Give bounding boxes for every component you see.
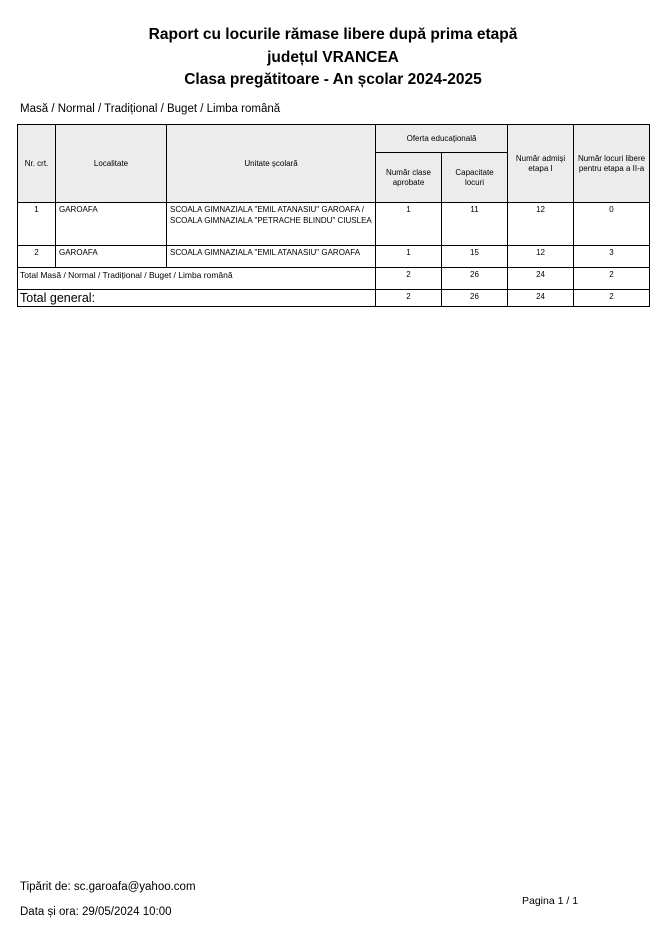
header-localitate: Localitate [56,125,167,203]
filter-label: Masă / Normal / Tradițional / Buget / Limba română [20,103,281,115]
cell-unitate: SCOALA GIMNAZIALA "EMIL ATANASIU" GAROAFA / SCOALA GIMNAZIALA "PETRACHE BLINDU" CIUSLEA [167,203,376,246]
cell-localitate: GAROAFA [56,203,167,246]
report-title-line1: Raport cu locurile rămase libere după prima etapă [148,26,518,43]
total-general-libere: 2 [574,290,650,307]
cell-unitate: SCOALA GIMNAZIALA "EMIL ATANASIU" GAROAFA [167,246,376,268]
footer-printed-by: Tipărit de: sc.garoafa@yahoo.com [20,881,196,893]
total-general-capacitate: 26 [442,290,508,307]
total-general-row [18,290,650,307]
header-nr-crt: Nr. crt. [18,125,56,203]
cell-libere: 0 [574,203,650,246]
header-locuri-libere: Număr locuri libere pentru etapa a II-a [574,125,650,203]
header-unitate-scolara: Unitate școlară [167,125,376,203]
total-row-label: Total Masă / Normal / Tradițional / Buget / Limba română [18,268,376,290]
cell-localitate: GAROAFA [56,246,167,268]
cell-capacitate: 11 [442,203,508,246]
footer-datetime: Data și ora: 29/05/2024 10:00 [20,906,172,918]
footer-page-number: Pagina 1 / 1 [522,895,579,907]
total-row [18,268,650,290]
cell-nr: 2 [18,246,56,268]
report-table [17,124,650,307]
total-admisi: 24 [508,268,574,290]
cell-clase: 1 [376,203,442,246]
total-general-admisi: 24 [508,290,574,307]
header-oferta-educationala: Oferta educațională [376,125,508,153]
cell-capacitate: 15 [442,246,508,268]
cell-nr: 1 [18,203,56,246]
table-row [18,203,650,246]
cell-admisi: 12 [508,246,574,268]
header-numar-admisi: Număr admiși etapa I [508,125,574,203]
cell-libere: 3 [574,246,650,268]
table-row [18,246,650,268]
total-capacitate: 26 [442,268,508,290]
header-numar-clase: Număr clase aprobate [376,153,442,203]
total-general-clase: 2 [376,290,442,307]
report-title-line2: județul VRANCEA [267,48,399,66]
table-header [18,125,650,203]
total-general-label: Total general: [18,290,376,307]
report-title-line3: Clasa pregătitoare - An școlar 2024-2025 [184,71,482,88]
total-libere: 2 [574,268,650,290]
cell-clase: 1 [376,246,442,268]
report-title [0,24,666,92]
cell-admisi: 12 [508,203,574,246]
total-clase: 2 [376,268,442,290]
header-capacitate-locuri: Capacitate locuri [442,153,508,203]
